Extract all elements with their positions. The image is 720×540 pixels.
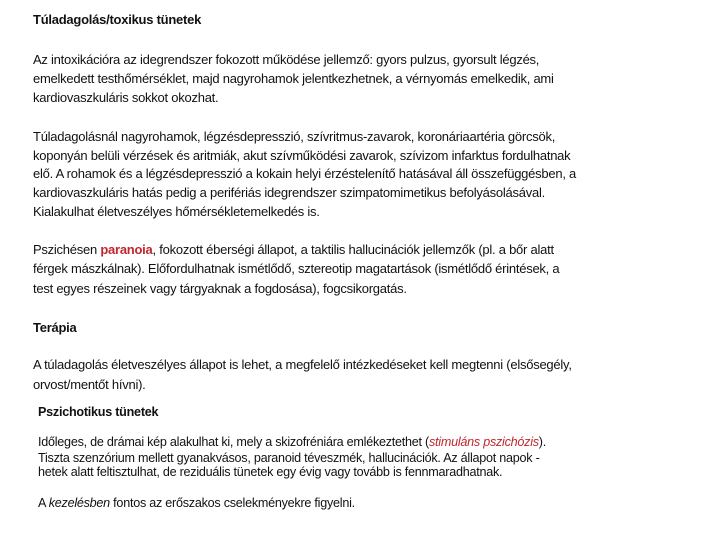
text: , fokozott éberségi állapot, a taktilis hallucinációk jellemzők (pl. a bőr alatt — [152, 242, 554, 257]
paragraph-line: Kialakulhat életveszélyes hőmérsékletemelkedés is. — [33, 204, 320, 219]
paragraph-line: férgek mászkálnak). Előfordulhatnak ismétlődő, sztereotip magatartások (ismétlődő érintések, a — [33, 261, 560, 276]
paragraph-line: koponyán belüli vérzések és aritmiák, akut szívműködési zavarok, szívizom infarktus fordulhatnak — [33, 148, 571, 163]
paragraph-line: elő. A rohamok és a légzésdepresszió a kokain helyi érzéstelenítő hatásával áll összefüggésben, a — [33, 166, 577, 181]
section-title-psychotic: Pszichotikus tünetek — [38, 405, 159, 419]
paragraph-line — [33, 242, 554, 258]
paragraph-line: emelkedett testhőmérséklet, majd nagyrohamok jelentkezhetnek, a vérnyomás emelkedik, ami — [33, 71, 554, 86]
paragraph-line: hetek alatt feltisztulhat, de reziduális tünetek egy évig vagy tovább is fennmaradhatnak. — [38, 465, 503, 479]
paragraph-line: Az intoxikációra az idegrendszer fokozott működése jellemző: gyors pulzus, gyorsult légzés, — [33, 52, 540, 67]
paragraph-line: kardiovaszkuláris sokkot okozhat. — [33, 90, 219, 105]
highlight-stimulant-psychosis: stimuláns pszichózis — [429, 435, 539, 449]
text: Időleges, de drámai kép alakulhat ki, mely a skizofréniára emlékeztethet ( — [38, 435, 429, 449]
paragraph-line: orvost/mentőt hívni). — [33, 377, 146, 392]
paragraph-line: kardiovaszkuláris hatás pedig a perifériás idegrendszer szimpatomimetikus befolyásolásával. — [33, 185, 545, 200]
paragraph-line — [38, 496, 355, 510]
text: ). — [538, 435, 546, 449]
text: fontos az erőszakos cselekményekre figyelni. — [109, 496, 355, 510]
paragraph-line: test egyes részeinek vagy tárgyaknak a fogdosása), fogcsikorgatás. — [33, 281, 407, 296]
section-title-therapy: Terápia — [33, 320, 77, 335]
highlight-paranoia: paranoia — [100, 242, 153, 257]
emphasis-treatment: kezelésben — [48, 496, 110, 510]
paragraph-line: Túladagolásnál nagyrohamok, légzésdepresszió, szívritmus-zavarok, koronáriaartéria görcsök, — [33, 129, 556, 144]
paragraph-line — [38, 435, 546, 449]
paragraph-line: Tiszta szenzórium mellett gyanakvásos, paranoid téveszmék, hallucinációk. Az állapot napok - — [38, 451, 540, 465]
section-title-overdose: Túladagolás/toxikus tünetek — [33, 12, 202, 27]
text: A — [38, 496, 49, 510]
text: Pszichésen — [33, 242, 101, 257]
paragraph-line: A túladagolás életveszélyes állapot is lehet, a megfelelő intézkedéseket kell megtenni (elsősegély, — [33, 357, 572, 372]
